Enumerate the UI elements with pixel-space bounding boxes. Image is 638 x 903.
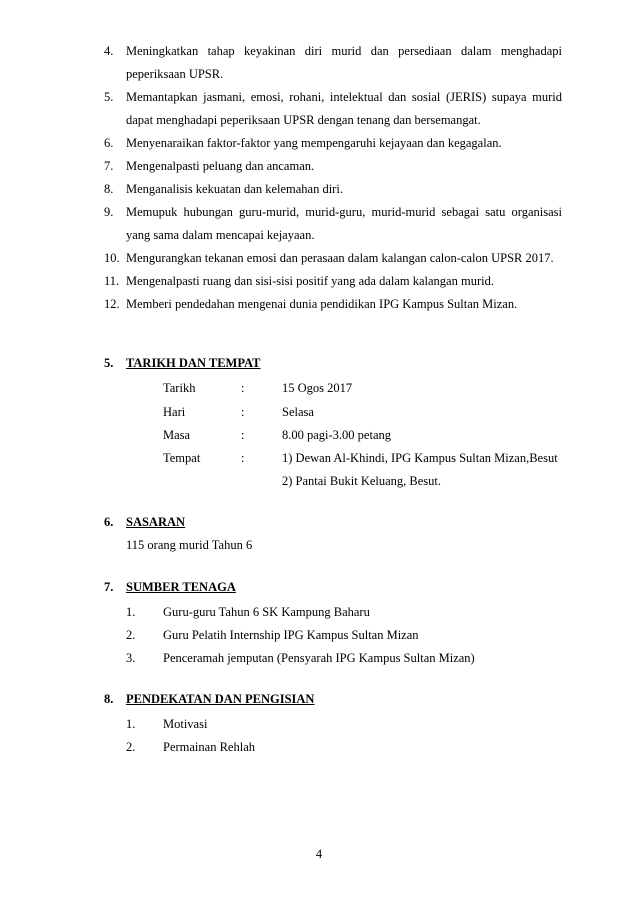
objective-text: Mengurangkan tekanan emosi dan perasaan dalam kalangan calon-calon UPSR 2017.	[126, 251, 554, 265]
objective-number: 11.	[104, 274, 120, 288]
info-colon: :	[241, 428, 245, 442]
objective-number: 12.	[104, 297, 120, 311]
objective-text: Mengenalpasti peluang dan ancaman.	[126, 159, 315, 173]
list-item-number: 1.	[126, 605, 136, 619]
info-colon: :	[241, 381, 245, 395]
objective-text: Memupuk hubungan guru-murid, murid-guru, murid-murid sebagai satu organisasi yang sama dalam mencapai kejayaan.	[126, 205, 562, 242]
page-number: 4	[315, 847, 323, 861]
section-title: PENDEKATAN DAN PENGISIAN	[126, 692, 315, 706]
list-item-number: 3.	[126, 651, 136, 665]
list-item-text: Penceramah jemputan (Pensyarah IPG Kampus Sultan Mizan)	[163, 651, 475, 665]
objective-item	[104, 178, 562, 201]
objective-number: 5.	[104, 90, 114, 104]
objective-text: Memberi pendedahan mengenai dunia pendidikan IPG Kampus Sultan Mizan.	[126, 297, 518, 311]
list-item-text: Permainan Rehlah	[163, 740, 255, 754]
list-item-text: Motivasi	[163, 717, 208, 731]
list-item-number: 1.	[126, 717, 136, 731]
section-heading-tarikh-tempat	[104, 356, 261, 371]
info-colon: :	[241, 405, 245, 419]
objective-item	[104, 270, 562, 293]
list-item-text: Guru Pelatih Internship IPG Kampus Sultan Mizan	[163, 628, 419, 642]
objective-item	[104, 155, 562, 178]
objective-number: 7.	[104, 159, 114, 173]
sasaran-text: 115 orang murid Tahun 6	[126, 538, 253, 552]
section-number: 5.	[104, 356, 114, 370]
objective-text: Mengenalpasti ruang dan sisi-sisi positif yang ada dalam kalangan murid.	[126, 274, 494, 288]
section-title: TARIKH DAN TEMPAT	[126, 356, 261, 370]
list-item-text: Guru-guru Tahun 6 SK Kampung Baharu	[163, 605, 370, 619]
info-colon: :	[241, 451, 245, 465]
info-label: Hari	[163, 405, 186, 419]
info-value: 15 Ogos 2017	[282, 381, 353, 395]
info-label: Tempat	[163, 451, 201, 465]
objective-text: Menyenaraikan faktor-faktor yang mempengaruhi kejayaan dan kegagalan.	[126, 136, 502, 150]
objective-item	[104, 293, 562, 316]
objective-number: 4.	[104, 44, 114, 58]
objective-number: 6.	[104, 136, 114, 150]
info-value: 8.00 pagi-3.00 petang	[282, 428, 392, 442]
list-item-number: 2.	[126, 628, 136, 642]
section-title: SASARAN	[126, 515, 186, 529]
section-heading-sumber-tenaga	[104, 580, 236, 595]
objective-item	[104, 40, 562, 86]
objectives-list	[104, 40, 562, 316]
objective-text: Memantapkan jasmani, emosi, rohani, intelektual dan sosial (JERIS) supaya murid dapat menghadapi peperiksaan UPSR dengan tenang dan bersemangat.	[126, 90, 562, 127]
objective-item	[104, 86, 562, 132]
info-label: Masa	[163, 428, 191, 442]
section-number: 7.	[104, 580, 114, 594]
objective-number: 9.	[104, 205, 114, 219]
info-label: Tarikh	[163, 381, 196, 395]
info-value: 2) Pantai Bukit Keluang, Besut.	[282, 474, 442, 488]
section-heading-sasaran	[104, 515, 185, 530]
info-value: Selasa	[282, 405, 314, 419]
info-value: 1) Dewan Al-Khindi, IPG Kampus Sultan Mizan,Besut	[282, 451, 558, 465]
objective-number: 8.	[104, 182, 114, 196]
objective-item	[104, 201, 562, 247]
objective-text: Meningkatkan tahap keyakinan diri murid dan persediaan dalam menghadapi peperiksaan UPSR.	[126, 44, 562, 81]
section-heading-pendekatan	[104, 692, 314, 707]
section-number: 6.	[104, 515, 114, 529]
objective-item	[104, 132, 562, 155]
objective-item	[104, 247, 562, 270]
section-number: 8.	[104, 692, 114, 706]
objective-text: Menganalisis kekuatan dan kelemahan diri.	[126, 182, 343, 196]
list-item-number: 2.	[126, 740, 136, 754]
section-title: SUMBER TENAGA	[126, 580, 236, 594]
objective-number: 10.	[104, 251, 120, 265]
